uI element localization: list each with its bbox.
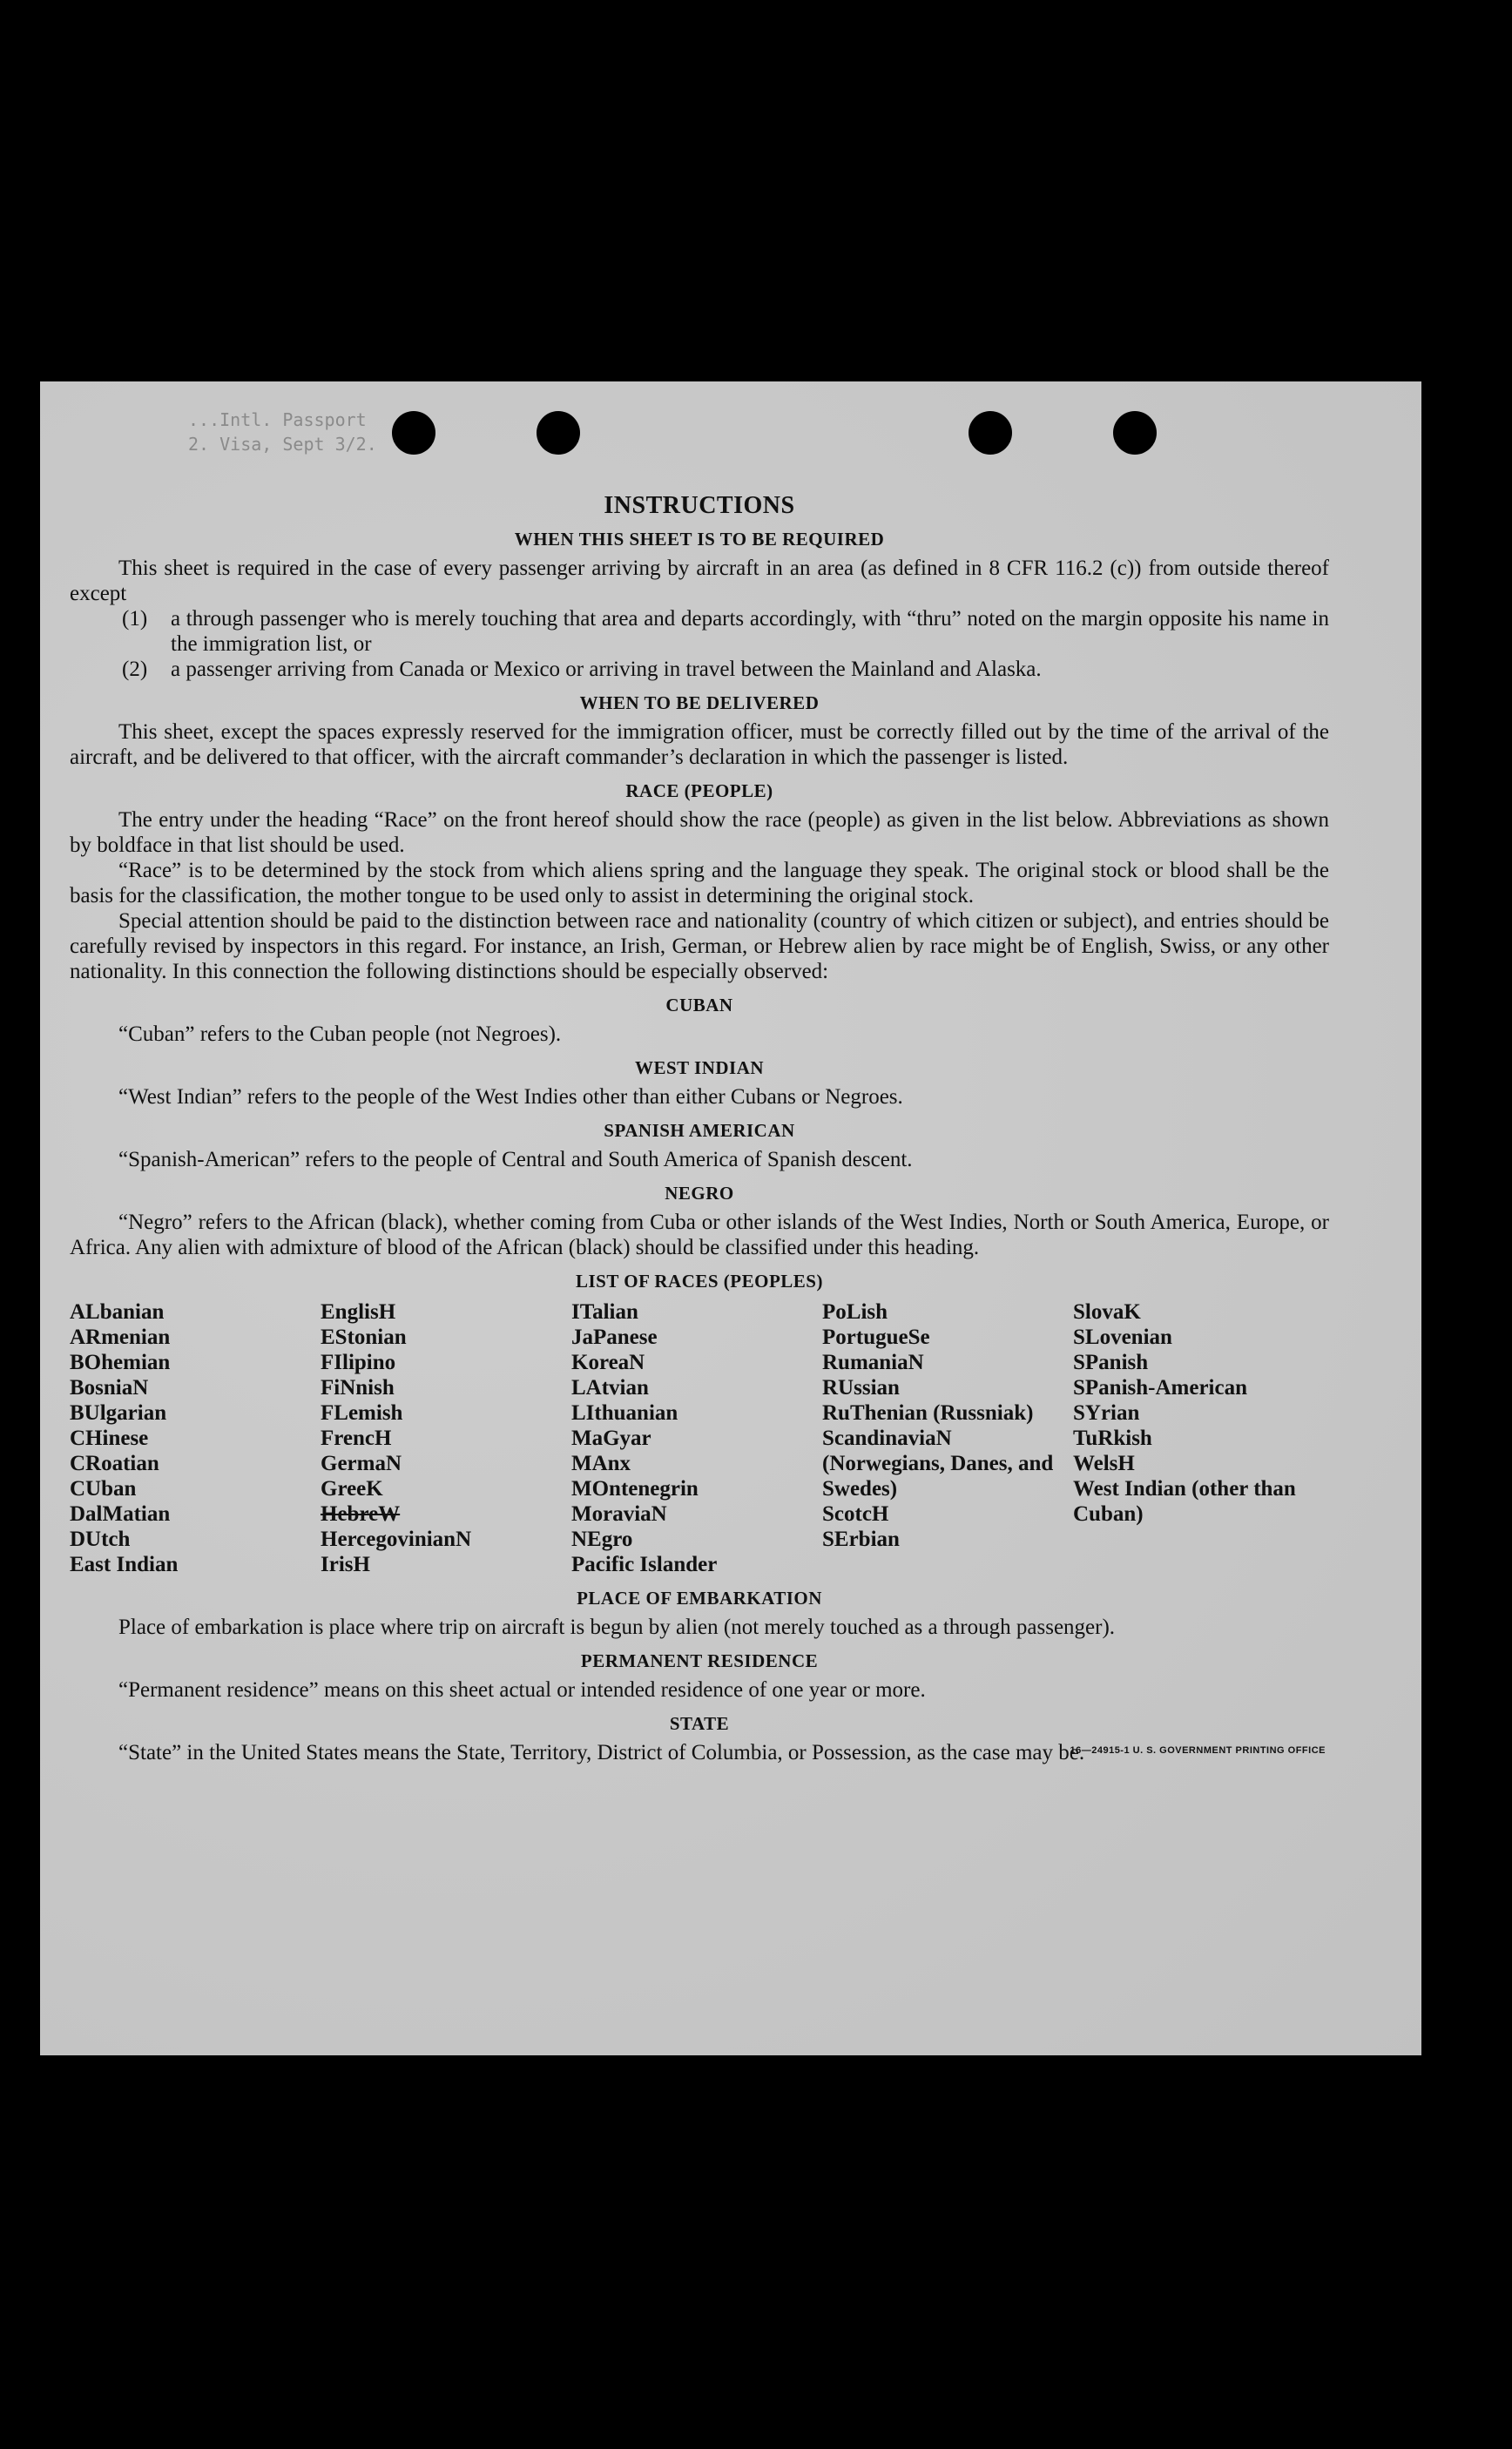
race-entry: PoLish [822,1300,888,1324]
race-entry: NEgro [571,1528,633,1551]
races-column [321,1299,571,1577]
section-heading-list-of-races: LIST OF RACES (PEOPLES) [576,1271,823,1292]
race-entry: DalMatian [70,1502,171,1526]
race-paragraph-3: Special attention should be paid to the distinction between race and nationality (country of which citizen or subject), and entries should be carefully revised by inspectors in this regard. For instance, an Irish, German, or Hebrew alien by race might be of English, Swiss, or any other nationality. In this connection the following distinctions should be especially observed: [70,909,1329,983]
exception-item [122,606,1329,657]
race-entry: East Indian [70,1553,179,1576]
race-entry: BOhemian [70,1351,171,1374]
race-entry: CUban [70,1477,137,1501]
races-column [822,1299,1073,1577]
section-heading-negro: NEGRO [665,1183,734,1204]
race-entry: SYrian [1073,1401,1140,1425]
punch-hole [537,411,580,455]
races-column [1073,1299,1324,1577]
races-column [70,1299,321,1577]
race-entry: SPanish [1073,1351,1149,1374]
cuban-text: “Cuban” refers to the Cuban people (not Negroes). [118,1022,562,1046]
section-heading-embarkation: PLACE OF EMBARKATION [577,1588,822,1609]
section-heading-west-indian: WEST INDIAN [634,1057,765,1078]
race-entry: IrisH [321,1553,370,1576]
race-entry: ScandinaviaN (Norwegians, Danes, and Swedes) [822,1427,1054,1501]
race-entry: TuRkish [1073,1427,1152,1450]
west-indian-text: “West Indian” refers to the people of the West Indies other than either Cubans or Negroes. [118,1085,903,1109]
section-heading-spanish-american: SPANISH AMERICAN [604,1120,795,1141]
race-entry: KoreaN [571,1351,645,1374]
punch-hole [969,411,1012,455]
race-entry: MaGyar [571,1427,651,1450]
race-entry: CHinese [70,1427,149,1450]
bleed-line: ...Intl. Passport [188,409,367,430]
page-title: INSTRUCTIONS [604,492,795,519]
state-text: “State” in the United States means the State, Territory, District of Columbia, or Possession, as the case may be. [118,1741,1085,1764]
race-entry: PortugueSe [822,1326,930,1349]
race-entry: CRoatian [70,1452,159,1475]
section-heading-cuban: CUBAN [665,995,733,1015]
race-entry: MOntenegrin [571,1477,699,1501]
race-entry: MoraviaN [571,1502,667,1526]
race-entry: Pacific Islander [571,1553,718,1576]
section-heading-residence: PERMANENT RESIDENCE [580,1650,819,1671]
bleed-line: 2. Visa, Sept 3/2. [188,434,377,455]
race-entry: JaPanese [571,1326,658,1349]
race-entry: RuThenian (Russniak) [822,1401,1034,1425]
race-paragraph-1: The entry under the heading “Race” on the front hereof should show the race (people) as given in the list below. Abbreviations as shown by boldface in that list should be used. [70,808,1329,857]
race-entry: LAtvian [571,1376,649,1400]
item-text: a passenger arriving from Canada or Mexico or arriving in travel between the Mainland and Alaska. [171,658,1042,681]
embarkation-text: Place of embarkation is place where trip on aircraft is begun by alien (not merely touched as a through passenger). [118,1616,1116,1639]
race-entry: FiNnish [321,1376,395,1400]
when-required-intro: This sheet is required in the case of every passenger arriving by aircraft in an area (as defined in 8 CFR 116.2 (c)) from outside thereof except [70,557,1329,605]
race-entry: RUssian [822,1376,900,1400]
race-entry: RumaniaN [822,1351,924,1374]
race-entry: LIthuanian [571,1401,678,1425]
section-heading-when-required: WHEN THIS SHEET IS TO BE REQUIRED [514,529,885,550]
item-number: (2) [122,658,148,681]
race-entry: SlovaK [1073,1300,1141,1324]
race-entry: SErbian [822,1528,900,1551]
document-sheet [40,381,1421,2055]
race-entry: DUtch [70,1528,131,1551]
race-entry: FrencH [321,1427,392,1450]
race-entry: SLovenian [1073,1326,1172,1349]
race-entry: West Indian (other than Cuban) [1073,1477,1296,1526]
section-heading-state: STATE [669,1713,730,1734]
race-entry: HebreW [321,1502,401,1526]
races-list [70,1299,1329,1577]
race-entry: EnglisH [321,1300,396,1324]
race-entry: BosniaN [70,1376,149,1400]
punch-hole [392,411,435,455]
race-entry: WelsH [1073,1452,1135,1475]
negro-text: “Negro” refers to the African (black), whether coming from Cuba or other islands of the West Indies, North or South America, Europe, or Africa. Any alien with admixture of blood of the African (black) should be classified under this heading. [70,1211,1329,1259]
race-entry: EStonian [321,1326,407,1349]
section-heading-when-delivered: WHEN TO BE DELIVERED [579,692,820,713]
race-entry: GreeK [321,1477,383,1501]
bleed-through-text [188,408,377,456]
residence-text: “Permanent residence” means on this sheet actual or intended residence of one year or more. [118,1678,926,1702]
races-column [571,1299,822,1577]
section-heading-race: RACE (PEOPLE) [625,780,773,801]
race-entry: FIlipino [321,1351,396,1374]
race-entry: ARmenian [70,1326,171,1349]
race-entry: HercegovinianN [321,1528,472,1551]
when-delivered-text: This sheet, except the spaces expressly reserved for the immigration officer, must be correctly filled out by the time of the arrival of the aircraft, and be delivered to that officer, with the aircraft commander’s declaration in which the passenger is listed. [70,720,1329,769]
item-text: a through passenger who is merely touching that area and departs accordingly, with “thru” noted on the margin opposite his name in the immigration list, or [171,607,1329,656]
race-entry: GermaN [321,1452,402,1475]
race-entry: MAnx [571,1452,631,1475]
printing-office-code: 16—24915-1 U. S. GOVERNMENT PRINTING OFFICE [1070,1745,1326,1756]
race-entry: SPanish-American [1073,1376,1247,1400]
punch-hole [1113,411,1157,455]
spanish-american-text: “Spanish-American” refers to the people of Central and South America of Spanish descent. [118,1148,913,1171]
race-entry: ALbanian [70,1300,165,1324]
race-entry: ScotcH [822,1502,889,1526]
race-entry: ITalian [571,1300,638,1324]
race-entry: BUlgarian [70,1401,167,1425]
item-number: (1) [122,607,148,631]
instructions-content [70,493,1329,1765]
race-entry: FLemish [321,1401,403,1425]
exception-item [122,657,1329,682]
race-paragraph-2: “Race” is to be determined by the stock from which aliens spring and the language they speak. The original stock or blood shall be the basis for the classification, the mother tongue to be used only to assist in determining the original stock. [70,859,1329,907]
